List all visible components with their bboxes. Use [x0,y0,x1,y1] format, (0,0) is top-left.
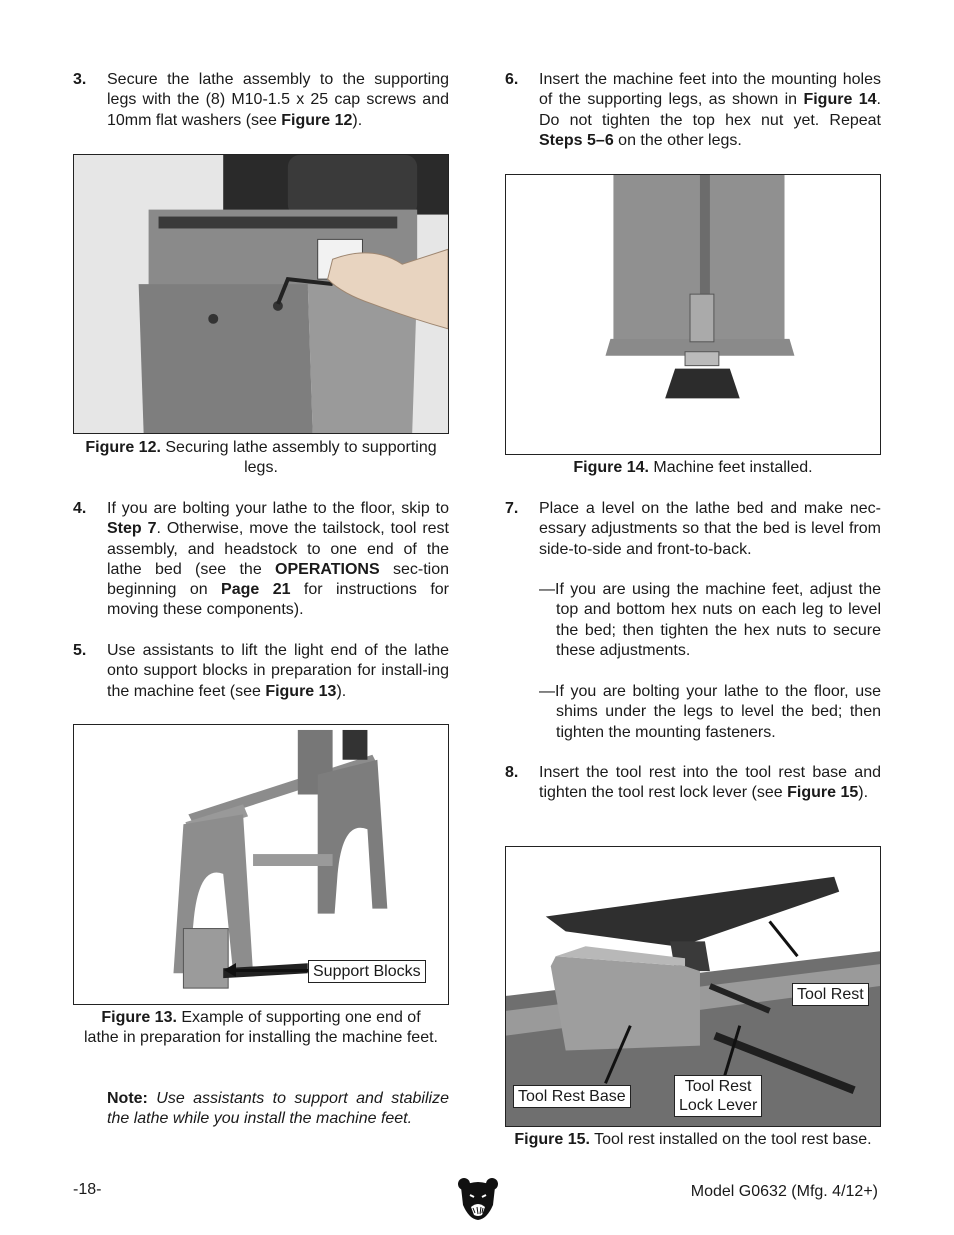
step-4 [73,499,449,621]
figure-14-photo [505,174,881,455]
callout-support-blocks: Support Blocks [308,960,426,983]
note: Note: Use assistants to support and stabilize the lathe while you install the machine feet. [107,1090,449,1128]
model-number: Model G0632 (Mfg. 4/12+) [690,1183,878,1200]
step-number: 8. [505,764,519,781]
step-7-bullet-bolting: —If you are bolting your lathe to the floor, use shims under the legs to level the bed; then tighten the mounting fasteners. [539,683,881,741]
step-6 [505,70,881,151]
figure-12-caption: Figure 12. Securing lathe assembly to supporting legs. [85,439,437,477]
step-number: 6. [505,71,519,88]
step-number: 3. [73,71,87,88]
step-text: Place a level on the lathe bed and make nec-essary adjustments so that the bed is level from side-to-side and front-to-back. [539,500,881,558]
figure-12-photo [73,154,449,434]
step-5 [73,641,449,702]
figure-13-caption: Figure 13. Example of supporting one end of lathe in preparation for installing the machine feet. [84,1009,438,1047]
step-text: Insert the tool rest into the tool rest base and tighten the tool rest lock lever (see Figure 15). [539,764,881,802]
callout-tool-rest-base: Tool Rest Base [513,1085,631,1108]
callout-arrowhead [224,963,236,977]
figure-14-caption: Figure 14. Machine feet installed. [573,459,813,476]
step-7 [505,499,881,560]
step-text: Use assistants to lift the light end of the lathe onto support blocks in preparation for install-ing the machine feet (see Figure 13). [107,642,449,700]
grizzly-bear-logo-icon [457,1177,499,1221]
step-number: 5. [73,642,87,659]
step-8 [505,763,881,804]
step-number: 7. [505,500,519,517]
step-text: Insert the machine feet into the mounting holes of the supporting legs, as shown in Figure 14. Do not tighten the top hex nut yet. Repeat Steps 5–6 on the other legs. [539,71,881,149]
step-number: 4. [73,500,87,517]
step-3 [73,70,449,131]
callout-arrow [232,969,308,972]
callout-tool-rest-lock-lever: Tool Rest Lock Lever [674,1075,762,1117]
callout-tool-rest: Tool Rest [792,983,869,1006]
step-text: Secure the lathe assembly to the supporting legs with the (8) M10-1.5 x 25 cap screws and 10mm flat washers (see Figure 12). [107,71,449,129]
step-7-bullet-machine-feet: —If you are using the machine feet, adjust the top and bottom hex nuts on each leg to level the bed; then tighten the hex nuts to secure these adjustments. [539,581,881,659]
figure-15-caption: Figure 15. Tool rest installed on the tool rest base. [514,1131,872,1148]
step-text: If you are bolting your lathe to the floor, skip to Step 7. Otherwise, move the tailstock, tool rest assembly, and headstock to one end of the lathe bed (see the OPERATIONS sec-tion beginning on Page 21 for instructions for moving these components). [107,500,450,619]
page-number: -18- [73,1181,102,1198]
